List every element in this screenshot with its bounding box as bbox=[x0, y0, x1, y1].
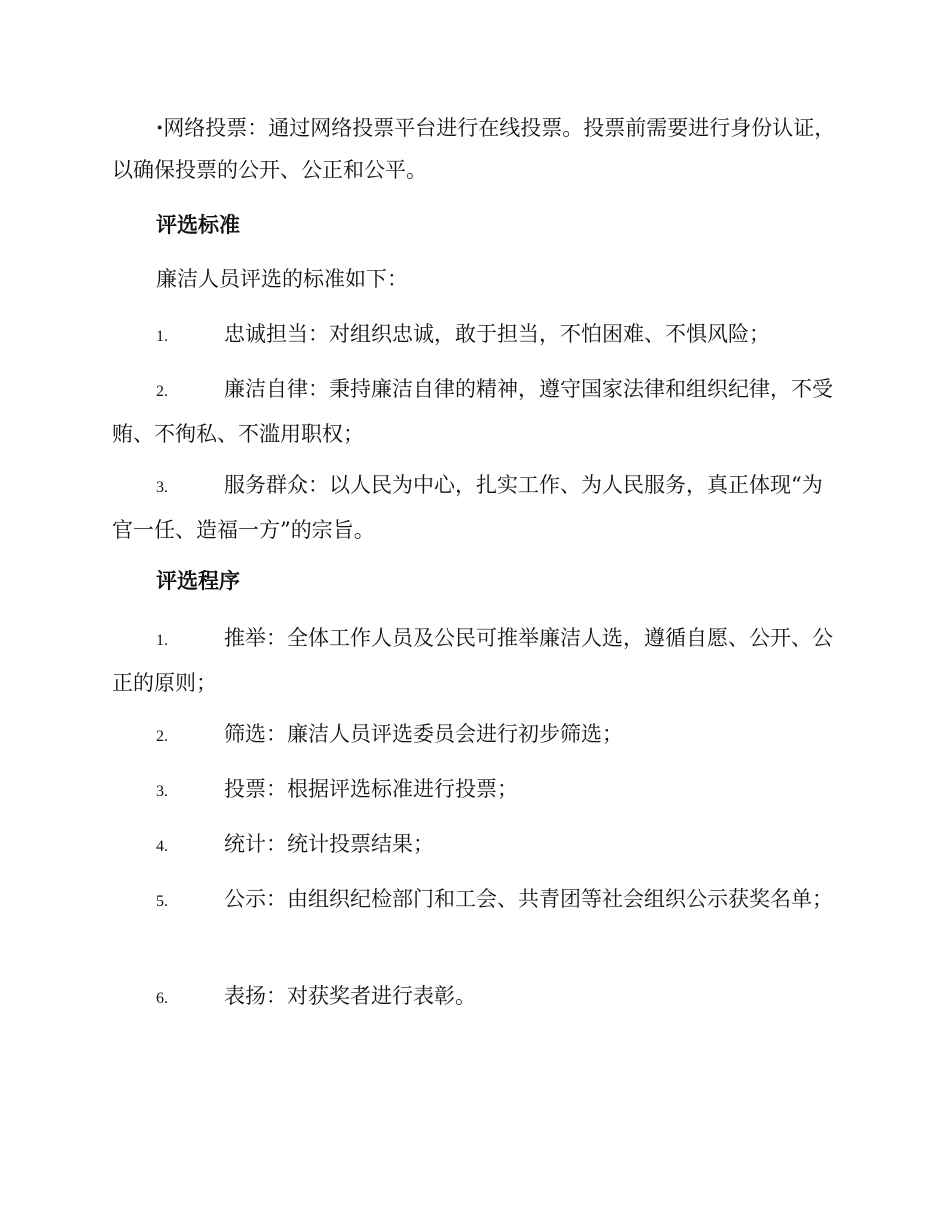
item-number: 3. bbox=[156, 783, 168, 800]
item-text: 公示：由组织纪检部门和工会、共青团等社会组织公示获奖名单； bbox=[224, 887, 833, 911]
voting-text: 网络投票：通过网络投票平台进行在线投票。投票前需要进行身份认证，以确保投票的公开、公正和公平。 bbox=[112, 116, 836, 182]
item-text: 统计：统计投票结果； bbox=[224, 832, 434, 856]
procedure-item bbox=[112, 768, 842, 813]
item-number: 2. bbox=[156, 383, 168, 400]
item-number: 1. bbox=[156, 632, 168, 649]
item-text: 服务群众：以人民为中心，扎实工作、为人民服务，真正体现“为官一任、造福一方”的宗旨。 bbox=[112, 473, 823, 542]
procedure-item bbox=[112, 617, 842, 704]
criteria-intro: 廉洁人员评选的标准如下： bbox=[156, 267, 408, 291]
item-number: 4. bbox=[156, 838, 168, 855]
bullet-mark: · bbox=[156, 115, 164, 140]
item-text: 忠诚担当：对组织忠诚，敢于担当，不怕困难、不惧风险； bbox=[224, 322, 770, 346]
criteria-item bbox=[112, 313, 842, 358]
procedure-item bbox=[112, 975, 842, 1020]
item-text: 推举：全体工作人员及公民可推举廉洁人选，遵循自愿、公开、公正的原则； bbox=[112, 626, 833, 695]
criteria-item bbox=[112, 464, 842, 551]
item-number: 6. bbox=[156, 990, 168, 1007]
item-number: 1. bbox=[156, 328, 168, 345]
procedure-item bbox=[112, 878, 842, 923]
item-number: 3. bbox=[156, 479, 168, 496]
criteria-item bbox=[112, 368, 842, 455]
item-number: 2. bbox=[156, 728, 168, 745]
voting-paragraph bbox=[112, 107, 842, 191]
item-text: 筛选：廉洁人员评选委员会进行初步筛选； bbox=[224, 722, 623, 746]
criteria-heading: 评选标准 bbox=[156, 213, 240, 237]
procedure-heading: 评选程序 bbox=[156, 569, 240, 593]
item-text: 投票：根据评选标准进行投票； bbox=[224, 777, 518, 801]
item-number: 5. bbox=[156, 893, 168, 910]
procedure-item bbox=[112, 713, 842, 758]
item-text: 表扬：对获奖者进行表彰。 bbox=[224, 984, 476, 1008]
procedure-item bbox=[112, 823, 842, 868]
item-text: 廉洁自律：秉持廉洁自律的精神，遵守国家法律和组织纪律，不受贿、不徇私、不滥用职权； bbox=[112, 377, 833, 446]
